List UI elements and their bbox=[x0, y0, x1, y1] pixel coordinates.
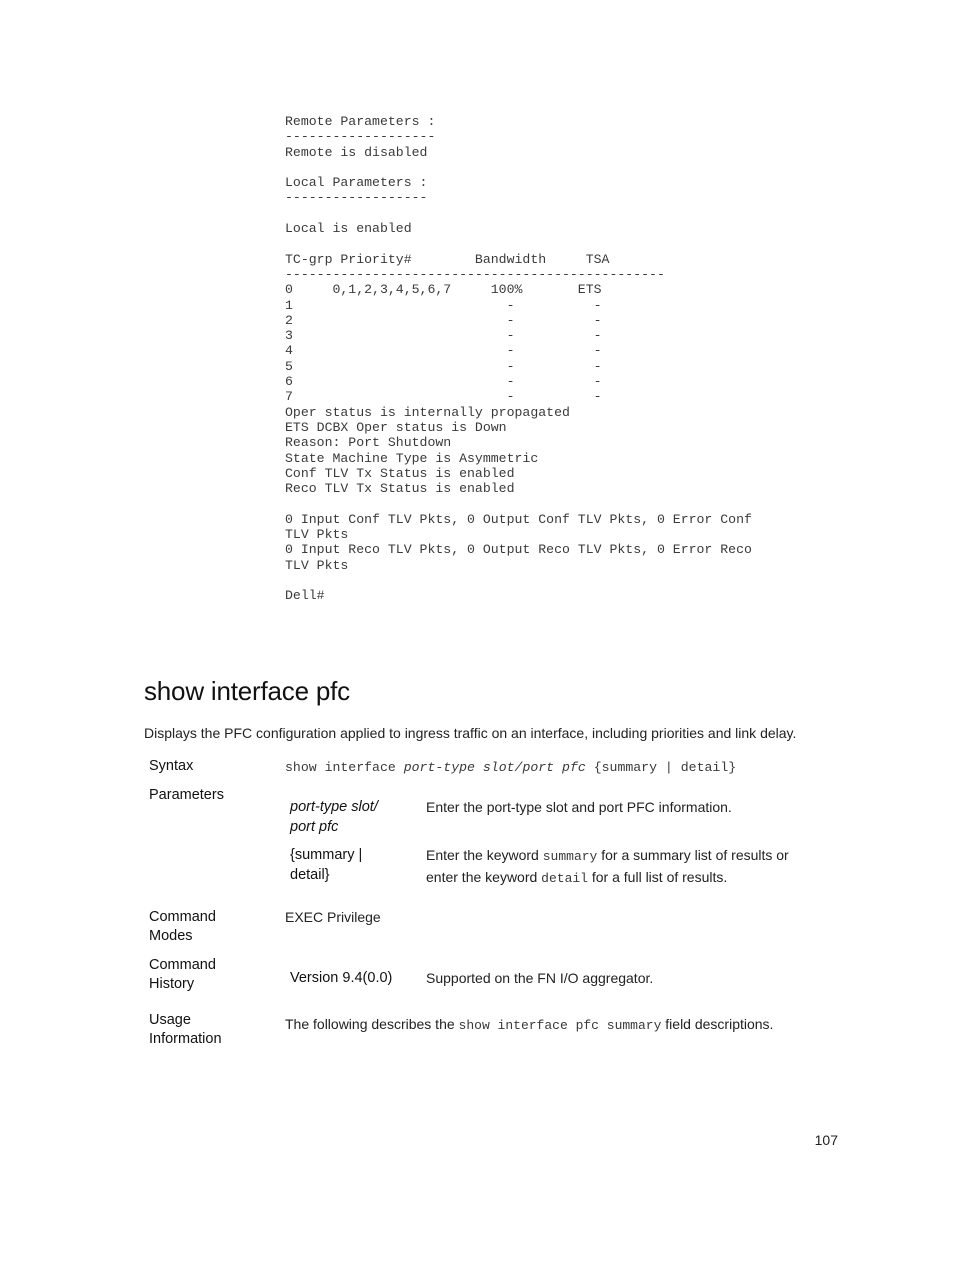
param-term-port-type bbox=[290, 798, 378, 837]
parameters-label: Parameters bbox=[149, 787, 224, 803]
param-term-line: port-type slot/ bbox=[290, 799, 378, 815]
param-term-line: {summary | bbox=[290, 847, 363, 863]
def-text: Enter the keyword bbox=[426, 847, 543, 863]
usage-text: field descriptions. bbox=[661, 1016, 774, 1032]
label-line: Usage bbox=[149, 1012, 191, 1028]
cli-output-code-block: Remote Parameters : ------------------- Remote is disabled Local Parameters : ------------------ Local is enabled TC-grp Priority# Bandwidth TSA ------------------------------------------------ 0 0,1,2,3,4,5,6,7 100% ETS 1 - - 2 - - 3 - - 4 - - 5 - - 6 - - 7 - - Oper status is internally propagated ETS DCBX Oper status is Down Reason: Port Shutdown State Machine Type is Asymmetric Conf TLV Tx Status is enabled Reco TLV Tx Status is enabled 0 Input Conf TLV Pkts, 0 Output Conf TLV Pkts, 0 Error Conf TLV Pkts 0 Input Reco TLV Pkts, 0 Output Reco TLV Pkts, 0 Error Reco TLV Pkts Dell# bbox=[285, 114, 752, 604]
command-modes-value: EXEC Privilege bbox=[285, 909, 381, 925]
keyword-detail: detail bbox=[541, 871, 588, 886]
section-title: show interface pfc bbox=[144, 676, 350, 706]
syntax-arg-port-type: port-type bbox=[403, 760, 475, 775]
label-line: Modes bbox=[149, 928, 193, 944]
label-line: Command bbox=[149, 909, 216, 925]
def-text: for a full list of results. bbox=[587, 869, 728, 885]
usage-information-text bbox=[285, 1014, 773, 1036]
syntax-value bbox=[285, 756, 736, 778]
syntax-label: Syntax bbox=[149, 758, 194, 774]
param-def-summary-detail bbox=[426, 845, 789, 889]
syntax-arg-pfc: pfc bbox=[562, 760, 586, 775]
page-number: 107 bbox=[814, 1132, 838, 1148]
label-line: Command bbox=[149, 957, 216, 973]
section-description: Displays the PFC configuration applied to ingress traffic on an interface, including priorities and link delay. bbox=[144, 725, 797, 741]
param-term-line: port pfc bbox=[290, 818, 339, 835]
command-history-label bbox=[149, 956, 216, 994]
param-term-summary-detail bbox=[290, 846, 362, 885]
syntax-arg-slot-port: slot/port bbox=[482, 760, 555, 775]
param-def-port-type: Enter the port-type slot and port PFC information. bbox=[426, 799, 732, 815]
history-version: Version 9.4(0.0) bbox=[290, 970, 393, 986]
syntax-command: show interface bbox=[285, 760, 404, 775]
label-line: Information bbox=[149, 1031, 222, 1047]
param-term-line: detail} bbox=[290, 866, 330, 883]
keyword-summary: summary bbox=[542, 849, 598, 864]
history-text: Supported on the FN I/O aggregator. bbox=[426, 970, 654, 986]
usage-information-label bbox=[149, 1011, 222, 1049]
usage-text: The following describes the bbox=[285, 1016, 459, 1032]
syntax-options: {summary | detail} bbox=[593, 760, 737, 775]
usage-command-code: show interface pfc summary bbox=[458, 1018, 662, 1033]
label-line: History bbox=[149, 976, 195, 992]
command-modes-label bbox=[149, 908, 216, 946]
def-text: for a summary list of results or bbox=[597, 847, 789, 863]
def-text: enter the keyword bbox=[426, 869, 542, 885]
